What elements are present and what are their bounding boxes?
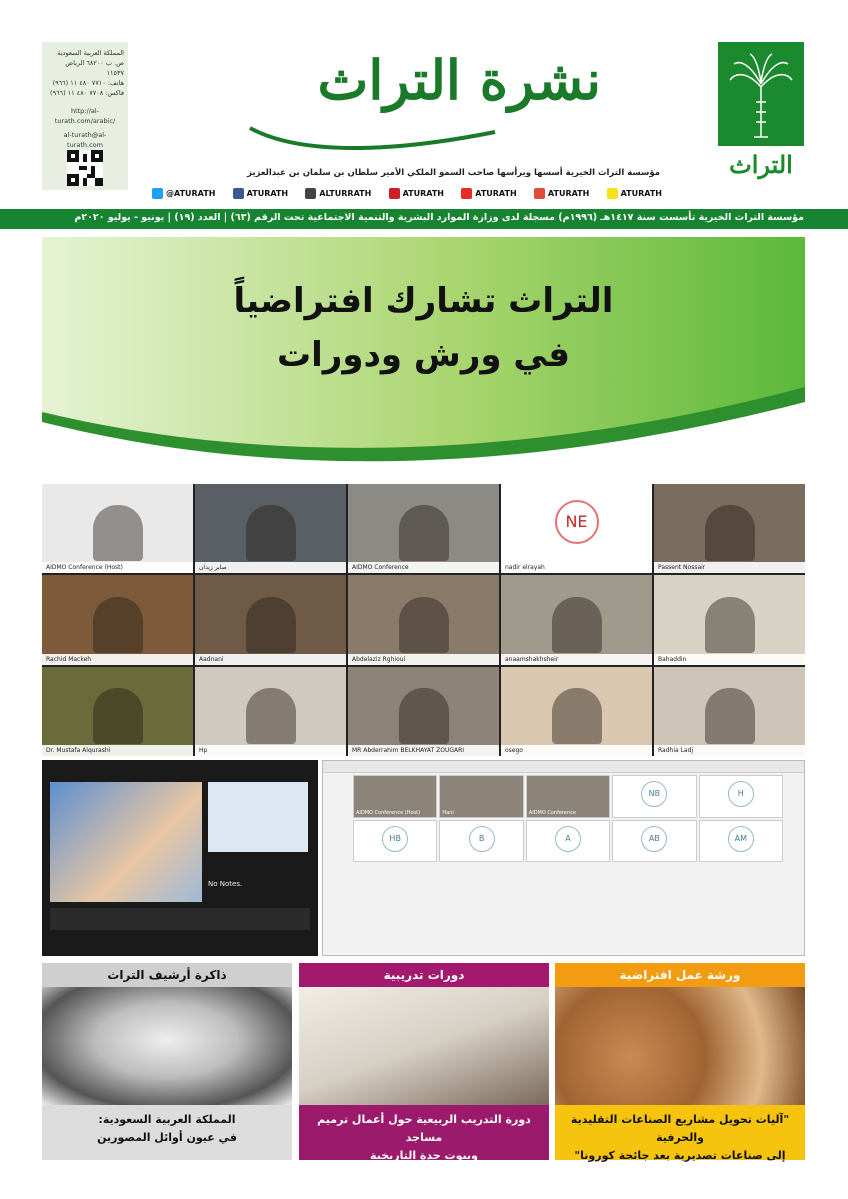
contact-box xyxy=(42,42,128,190)
panel-photo xyxy=(42,987,292,1105)
participant-silhouette xyxy=(705,505,755,561)
participant-name: صابر زيدان xyxy=(195,562,346,573)
logo-wordmark: التراث xyxy=(729,150,793,179)
participant-silhouette xyxy=(246,597,296,653)
participant-name: Radhia Ladj xyxy=(654,745,805,756)
participant-initials: H xyxy=(728,781,754,807)
participant-initials: NE xyxy=(555,500,599,544)
social-snapchat[interactable] xyxy=(607,186,662,200)
panel-caption xyxy=(555,1105,805,1160)
participant-name: Bahaddin xyxy=(654,654,805,665)
webex-tile[interactable] xyxy=(612,775,696,818)
participant-silhouette xyxy=(93,688,143,744)
presentation-screen-photo xyxy=(42,760,318,956)
masthead xyxy=(245,40,605,150)
social-handle: ATURATH xyxy=(547,188,590,198)
panel-caption-line-1: "آليات تحويل مشاريع الصناعات التقليدية والحرفية xyxy=(570,1113,790,1144)
participant-name: Dr. Mustafa Alqurashi xyxy=(42,745,193,756)
video-tile[interactable] xyxy=(654,667,805,756)
panel-photo xyxy=(555,987,805,1105)
participant-silhouette xyxy=(246,505,296,561)
video-tile[interactable] xyxy=(654,575,805,664)
participant-initials: NB xyxy=(641,781,667,807)
participant-name: Hp xyxy=(195,745,346,756)
panel-caption-line-2: إلى صناعات تصديرية بعد جائحة كورونا" xyxy=(574,1149,786,1162)
video-conference-grid xyxy=(42,484,805,756)
video-tile[interactable] xyxy=(42,575,193,664)
webex-tile[interactable] xyxy=(439,820,523,863)
hero-title-line-2: في ورش ودورات xyxy=(276,335,571,375)
facebook-icon xyxy=(233,188,244,199)
video-tile[interactable] xyxy=(501,667,652,756)
phone-text: هاتف: ٧٧١٠ ٤٨٠ ١١ (٩٦٦) xyxy=(52,79,124,87)
participant-name: Aadnani xyxy=(195,654,346,665)
fax-text: فاكس: ٧٧٠٨ ٤٨٠ ١١ (٩٦٦) xyxy=(50,89,124,97)
social-handle: ATURATH xyxy=(402,188,444,198)
video-tile[interactable] xyxy=(42,667,193,756)
participant-name: Abdelaziz Rghioui xyxy=(348,654,499,665)
video-tile[interactable] xyxy=(501,484,652,573)
twitter-icon xyxy=(152,188,163,199)
participant-silhouette xyxy=(399,688,449,744)
social-twitter[interactable] xyxy=(152,186,215,200)
masthead-title: نشرة التراث xyxy=(317,48,601,112)
slide-map xyxy=(50,782,202,902)
panel-header: ذاكرة أرشيف التراث xyxy=(42,963,292,987)
webex-tile[interactable] xyxy=(699,775,783,818)
instagram-icon xyxy=(305,188,316,199)
feature-panel[interactable] xyxy=(42,963,292,1160)
participant-name: Rachid Mackeh xyxy=(42,654,193,665)
qr-code-icon xyxy=(67,150,103,186)
pobox-text: ص. ب ٦٨٢٠٠ الرياض ١١٥٣٧ xyxy=(65,59,124,77)
feature-panel[interactable] xyxy=(555,963,805,1160)
panel-header: دورات تدريبية xyxy=(299,963,549,987)
social-google-plus[interactable] xyxy=(534,186,589,200)
email-link[interactable]: al-turath@al-turath.com xyxy=(63,131,107,149)
participant-name: AIDMO Conference xyxy=(528,809,576,816)
video-tile[interactable] xyxy=(195,484,346,573)
participant-initials: HB xyxy=(382,826,408,852)
masthead-subtitle: مؤسسة التراث الخيرية أسسها ويرأسها صاحب السمو الملكي الأمير سلطان بن سلمان بن عبدالعزيز xyxy=(247,168,660,178)
registration-bar: مؤسسة التراث الخيرية تأسست سنة ١٤١٧هـ (١٩٩٦م) مسجلة لدى وزارة الموارد البشرية والتنمية الاجتماعية تحت الرقم (٦٣) | العدد (١٩) | يونيو - يوليو ٢٠٢٠م xyxy=(0,209,848,229)
social-handle: @ATURATH xyxy=(166,188,216,198)
pinterest-icon xyxy=(389,188,400,199)
social-youtube[interactable] xyxy=(461,186,516,200)
video-tile[interactable] xyxy=(195,575,346,664)
website-link[interactable]: http://al-turath.com/arabic/ xyxy=(54,107,116,125)
youtube-icon xyxy=(461,188,472,199)
webex-tile[interactable] xyxy=(526,775,610,818)
webex-tile[interactable] xyxy=(699,820,783,863)
participant-name: anaamshakhsheir xyxy=(501,654,652,665)
video-tile[interactable] xyxy=(195,667,346,756)
feature-panel[interactable] xyxy=(299,963,549,1160)
webex-tile[interactable] xyxy=(612,820,696,863)
participant-silhouette xyxy=(705,597,755,653)
palm-tree-icon xyxy=(718,42,804,146)
panel-photo xyxy=(299,987,549,1105)
participant-initials: AM xyxy=(728,826,754,852)
video-tile[interactable] xyxy=(654,484,805,573)
webex-tile[interactable] xyxy=(439,775,523,818)
participant-name: AIDMO Conference (Host) xyxy=(356,809,421,816)
participant-name: Hani xyxy=(442,809,454,816)
social-handle: ATURATH xyxy=(620,188,662,198)
panel-caption-line-2: في عيون أوائل المصورين xyxy=(97,1131,237,1144)
panel-caption-line-2: وبيوت جدة التاريخية xyxy=(370,1149,478,1162)
social-pinterest[interactable] xyxy=(389,186,444,200)
google-plus-icon xyxy=(534,188,545,199)
video-tile[interactable] xyxy=(501,575,652,664)
webex-tile[interactable] xyxy=(526,820,610,863)
social-handle: ATURATH xyxy=(475,188,517,198)
logo xyxy=(718,42,804,146)
participant-silhouette xyxy=(93,505,143,561)
video-tile[interactable] xyxy=(348,667,499,756)
panel-caption xyxy=(299,1105,549,1160)
webex-tile[interactable] xyxy=(353,775,437,818)
participant-name: MR Abderrahim BELKHAYAT ZOUGARI xyxy=(348,745,499,756)
participant-initials: AB xyxy=(641,826,667,852)
panel-header: ورشة عمل افتراضية xyxy=(555,963,805,987)
hero-title-line-1: التراث تشارك افتراضياً xyxy=(233,281,614,321)
social-facebook[interactable] xyxy=(233,186,288,200)
video-tile[interactable] xyxy=(42,484,193,573)
panel-caption-line-1: دورة التدريب الربيعية حول أعمال ترميم مساجد xyxy=(317,1113,531,1144)
country-text: المملكة العربية السعودية xyxy=(57,49,124,57)
participant-initials: A xyxy=(555,826,581,852)
participant-initials: B xyxy=(469,826,495,852)
participant-name: osego xyxy=(501,745,652,756)
participant-silhouette xyxy=(93,597,143,653)
participant-silhouette xyxy=(246,688,296,744)
participant-name: AIDMO Conference (Host) xyxy=(42,562,193,573)
social-bar xyxy=(152,186,662,200)
slide-toolbar[interactable] xyxy=(50,908,310,930)
notes-text: No Notes. xyxy=(208,880,243,888)
social-handle: ALTURRATH xyxy=(319,188,372,198)
participant-name: nadir elrayah xyxy=(501,562,652,573)
participant-silhouette xyxy=(552,597,602,653)
webex-screenshot xyxy=(322,760,805,956)
webex-tile-grid xyxy=(353,775,783,951)
participant-name: AIDMO Conference xyxy=(348,562,499,573)
panel-caption-line-1: المملكة العربية السعودية: xyxy=(98,1113,236,1126)
snapchat-icon xyxy=(607,188,618,199)
participant-silhouette xyxy=(552,688,602,744)
social-instagram[interactable] xyxy=(305,186,371,200)
webex-tile[interactable] xyxy=(353,820,437,863)
panel-caption xyxy=(42,1105,292,1160)
video-tile[interactable] xyxy=(348,575,499,664)
social-handle: ATURATH xyxy=(246,188,289,198)
window-titlebar xyxy=(323,761,804,773)
participant-silhouette xyxy=(705,688,755,744)
slide-thumbnail xyxy=(208,782,308,852)
participant-silhouette xyxy=(399,505,449,561)
participant-name: Passent Nossair xyxy=(654,562,805,573)
participant-silhouette xyxy=(399,597,449,653)
video-tile[interactable] xyxy=(348,484,499,573)
